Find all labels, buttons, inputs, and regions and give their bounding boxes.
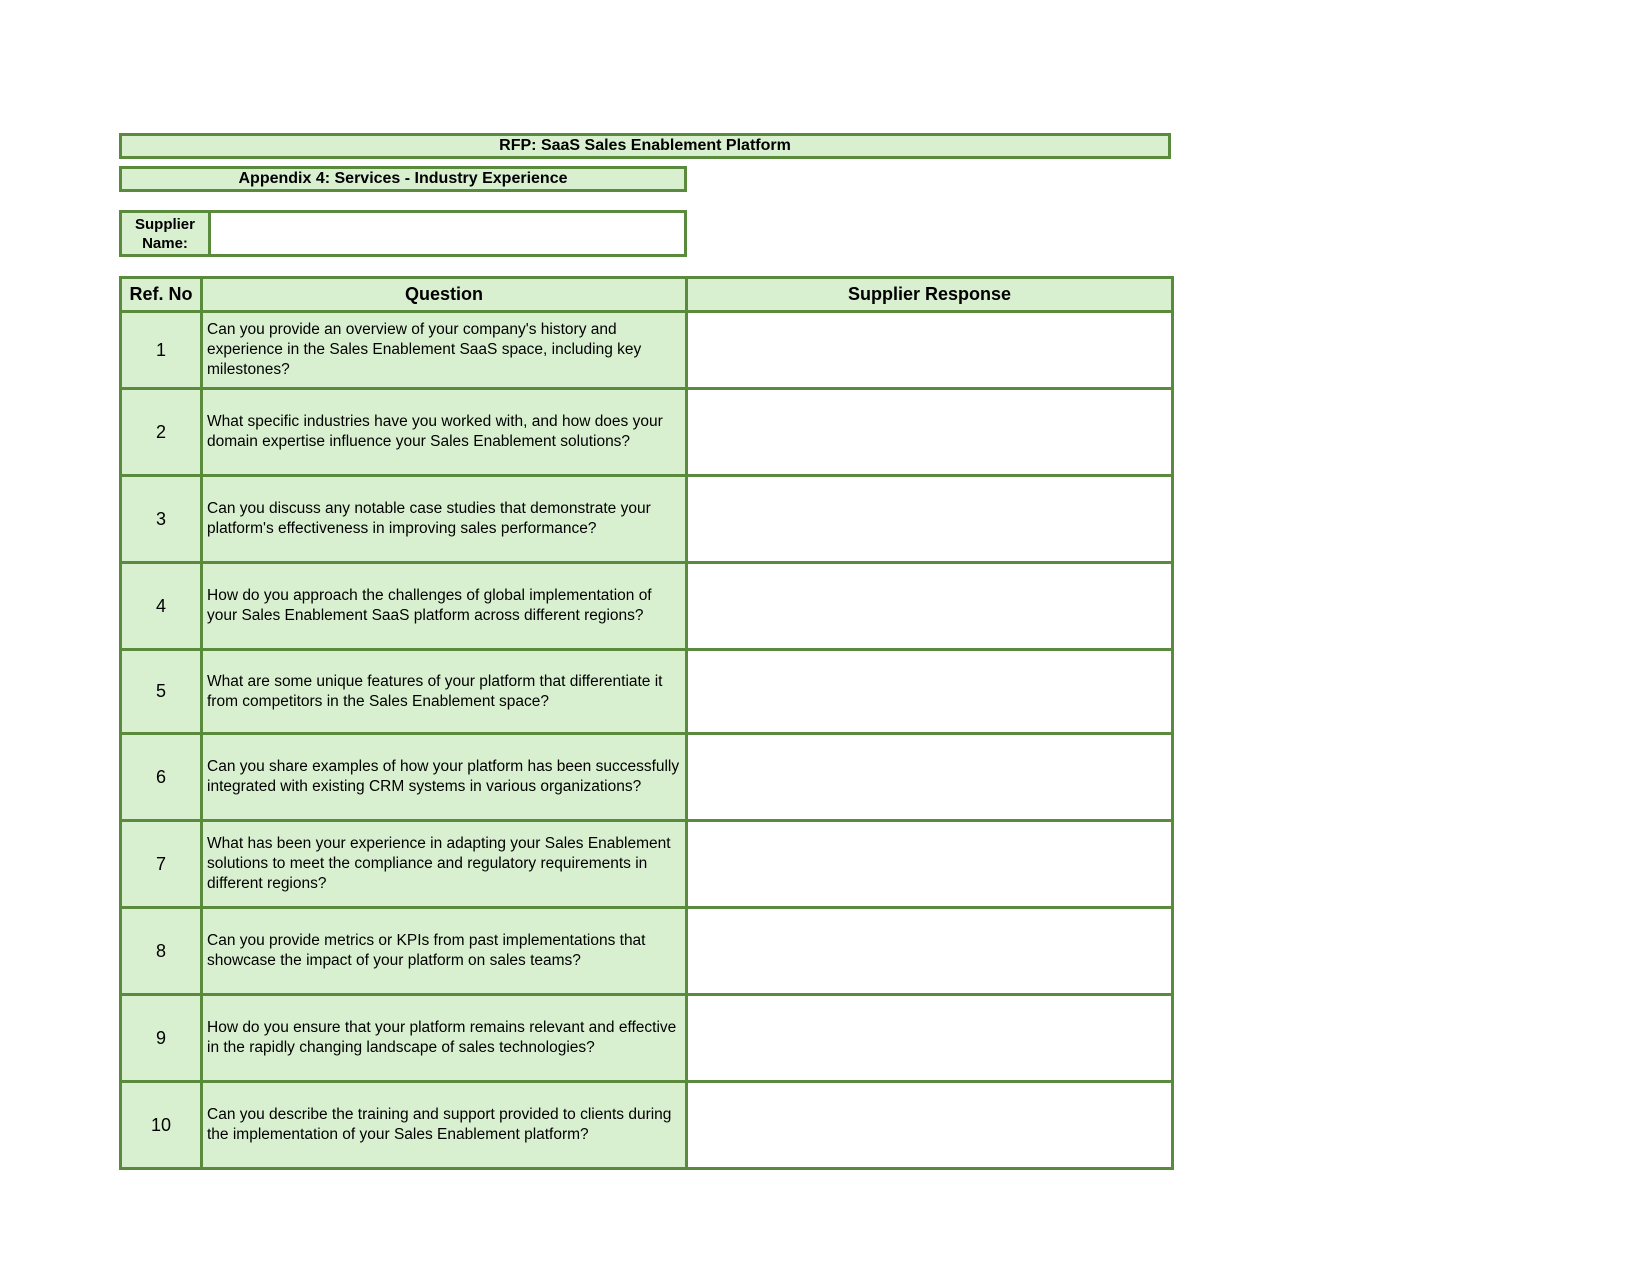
ref-no-cell: 8 bbox=[121, 908, 202, 995]
ref-no-header: Ref. No bbox=[121, 278, 202, 312]
ref-no-cell: 1 bbox=[121, 312, 202, 389]
table-row bbox=[121, 821, 1173, 908]
document-title: RFP: SaaS Sales Enablement Platform bbox=[119, 133, 1171, 159]
question-cell: Can you provide an overview of your company's history and experience in the Sales Enablement SaaS space, including key milestones? bbox=[202, 312, 687, 389]
table-row bbox=[121, 908, 1173, 995]
questions-table bbox=[119, 276, 1174, 1170]
appendix-title: Appendix 4: Services - Industry Experience bbox=[119, 166, 687, 192]
question-cell: Can you share examples of how your platform has been successfully integrated with existing CRM systems in various organizations? bbox=[202, 734, 687, 821]
supplier-response-header: Supplier Response bbox=[687, 278, 1173, 312]
ref-no-cell: 9 bbox=[121, 995, 202, 1082]
supplier-response-cell[interactable] bbox=[687, 563, 1173, 650]
ref-no-cell: 2 bbox=[121, 389, 202, 476]
supplier-name-block bbox=[119, 210, 687, 257]
supplier-response-cell[interactable] bbox=[687, 650, 1173, 734]
question-header: Question bbox=[202, 278, 687, 312]
table-row bbox=[121, 1082, 1173, 1169]
supplier-response-cell[interactable] bbox=[687, 389, 1173, 476]
table-row bbox=[121, 476, 1173, 563]
supplier-response-cell[interactable] bbox=[687, 995, 1173, 1082]
question-cell: What specific industries have you worked with, and how does your domain expertise influence your Sales Enablement solutions? bbox=[202, 389, 687, 476]
table-row bbox=[121, 389, 1173, 476]
table-header-row bbox=[121, 278, 1173, 312]
ref-no-cell: 10 bbox=[121, 1082, 202, 1169]
supplier-response-cell[interactable] bbox=[687, 734, 1173, 821]
question-cell: Can you describe the training and support provided to clients during the implementation of your Sales Enablement platform? bbox=[202, 1082, 687, 1169]
supplier-response-cell[interactable] bbox=[687, 821, 1173, 908]
table-row bbox=[121, 650, 1173, 734]
table-row bbox=[121, 563, 1173, 650]
ref-no-cell: 4 bbox=[121, 563, 202, 650]
supplier-response-cell[interactable] bbox=[687, 476, 1173, 563]
question-cell: What are some unique features of your platform that differentiate it from competitors in the Sales Enablement space? bbox=[202, 650, 687, 734]
question-cell: Can you discuss any notable case studies that demonstrate your platform's effectiveness in improving sales performance? bbox=[202, 476, 687, 563]
supplier-response-cell[interactable] bbox=[687, 312, 1173, 389]
ref-no-cell: 5 bbox=[121, 650, 202, 734]
question-cell: How do you ensure that your platform remains relevant and effective in the rapidly changing landscape of sales technologies? bbox=[202, 995, 687, 1082]
ref-no-cell: 7 bbox=[121, 821, 202, 908]
table-row bbox=[121, 995, 1173, 1082]
supplier-response-cell[interactable] bbox=[687, 1082, 1173, 1169]
question-cell: How do you approach the challenges of global implementation of your Sales Enablement SaaS platform across different regions? bbox=[202, 563, 687, 650]
supplier-response-cell[interactable] bbox=[687, 908, 1173, 995]
table-row bbox=[121, 734, 1173, 821]
question-cell: Can you provide metrics or KPIs from past implementations that showcase the impact of your platform on sales teams? bbox=[202, 908, 687, 995]
ref-no-cell: 6 bbox=[121, 734, 202, 821]
ref-no-cell: 3 bbox=[121, 476, 202, 563]
question-cell: What has been your experience in adapting your Sales Enablement solutions to meet the compliance and regulatory requirements in different regions? bbox=[202, 821, 687, 908]
table-row bbox=[121, 312, 1173, 389]
supplier-name-field[interactable] bbox=[211, 213, 684, 254]
supplier-name-label: Supplier Name: bbox=[122, 213, 211, 254]
